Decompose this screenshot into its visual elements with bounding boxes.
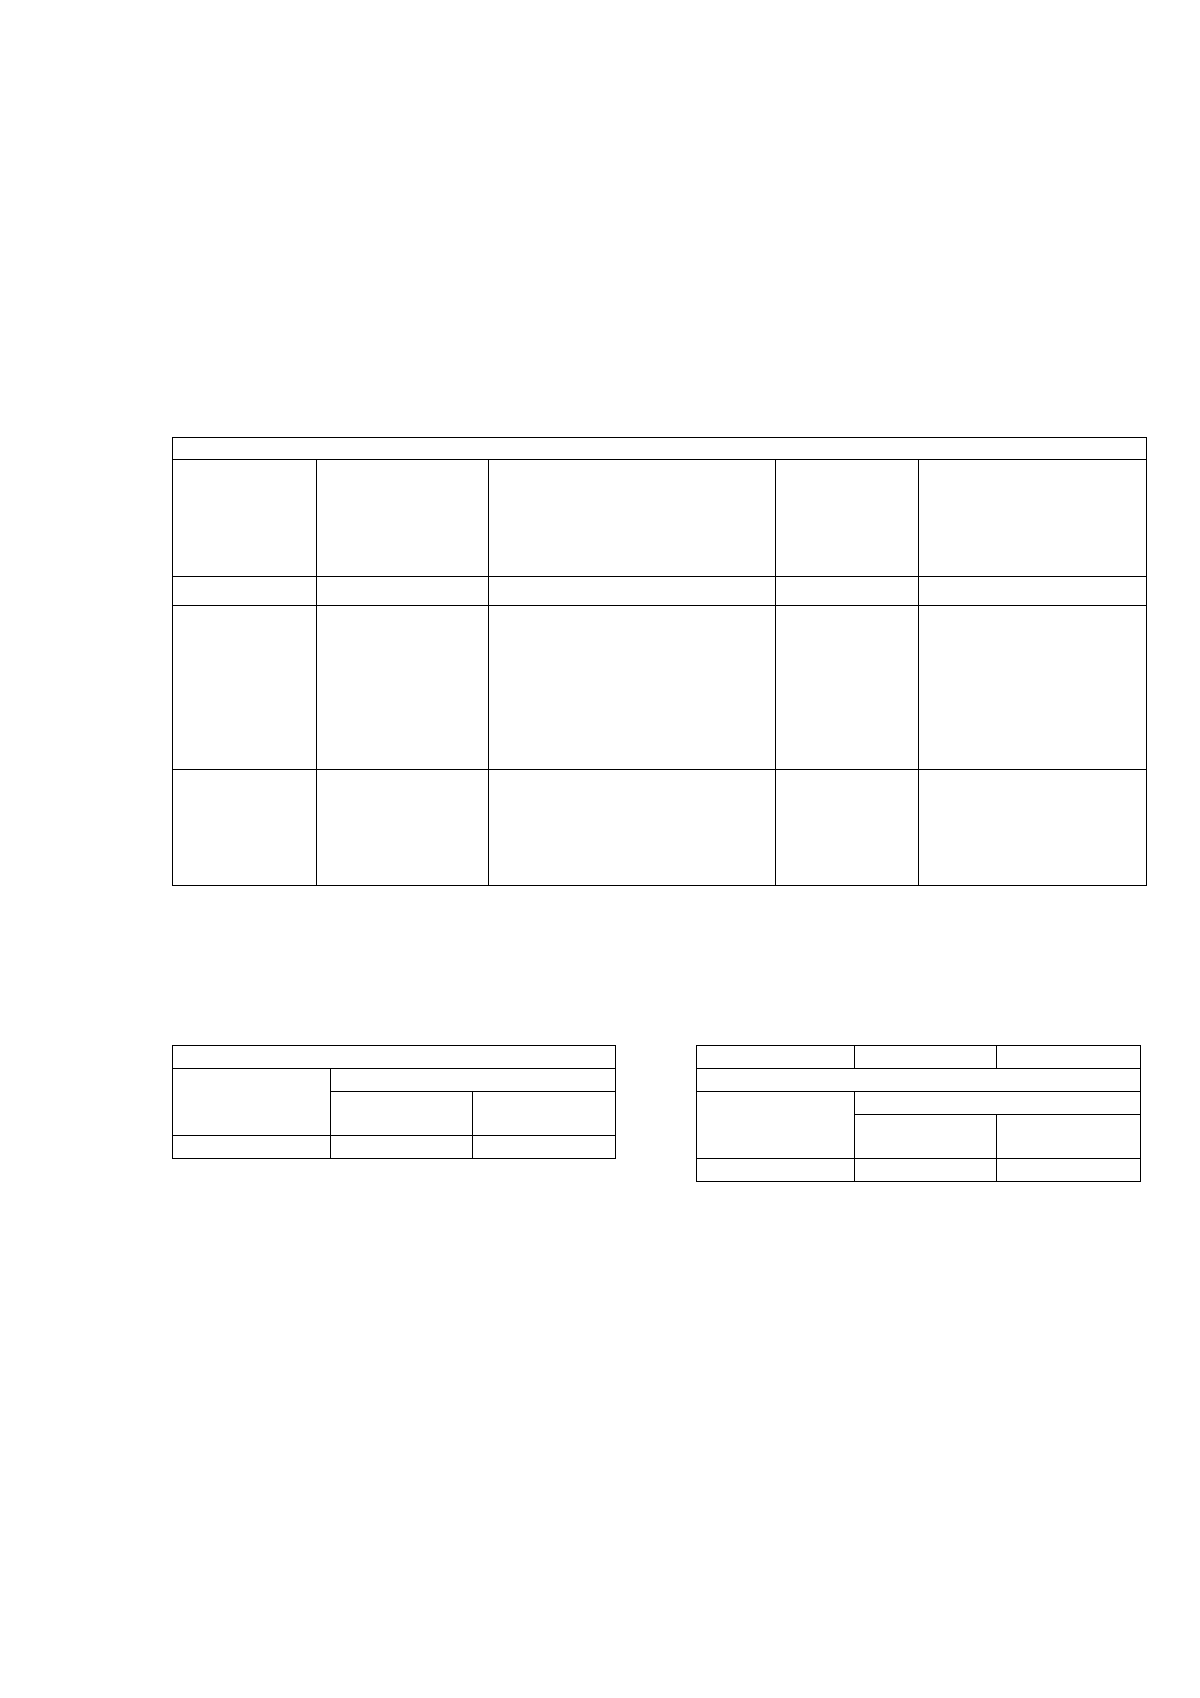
coordinates-table-right	[696, 1045, 1141, 1182]
original-use	[316, 606, 488, 770]
col-number	[854, 1046, 997, 1069]
table1-col-number	[488, 577, 776, 606]
plot-number	[173, 770, 317, 886]
col-number	[173, 1136, 331, 1159]
formation-method	[919, 606, 1147, 770]
formation-method	[919, 770, 1147, 886]
permitted-use	[488, 770, 776, 886]
col-number	[473, 1136, 616, 1159]
table-row	[173, 606, 1147, 770]
col-number	[330, 1136, 473, 1159]
table-row	[173, 770, 1147, 886]
x-header	[854, 1115, 997, 1159]
table1-title	[173, 438, 1147, 460]
table1-header-cell	[488, 460, 776, 577]
col-number	[697, 1159, 855, 1182]
y-header	[473, 1092, 616, 1136]
col-number	[697, 1046, 855, 1069]
point-column-header	[173, 1069, 331, 1136]
coords-header	[330, 1069, 615, 1092]
col-number	[997, 1159, 1141, 1182]
table1-col-number	[776, 577, 919, 606]
coordinates-table-left	[172, 1045, 616, 1159]
table1	[172, 437, 1147, 886]
coords-header	[854, 1092, 1140, 1115]
table1-col-number	[173, 577, 317, 606]
plot-number	[173, 606, 317, 770]
original-use	[316, 770, 488, 886]
table1-header-cell	[919, 460, 1147, 577]
point-column-header	[697, 1092, 855, 1159]
plot-3-label	[697, 1069, 1141, 1092]
plot-area	[776, 770, 919, 886]
table1-col-number	[919, 577, 1147, 606]
permitted-use	[488, 606, 776, 770]
table1-header-cell	[776, 460, 919, 577]
plot-2-label	[173, 1046, 616, 1069]
col-number	[997, 1046, 1141, 1069]
plot-area	[776, 606, 919, 770]
table1-col-number	[316, 577, 488, 606]
col-number	[854, 1159, 997, 1182]
y-header	[997, 1115, 1141, 1159]
table1-header-cell	[173, 460, 317, 577]
x-header	[330, 1092, 473, 1136]
table1-header-cell	[316, 460, 488, 577]
